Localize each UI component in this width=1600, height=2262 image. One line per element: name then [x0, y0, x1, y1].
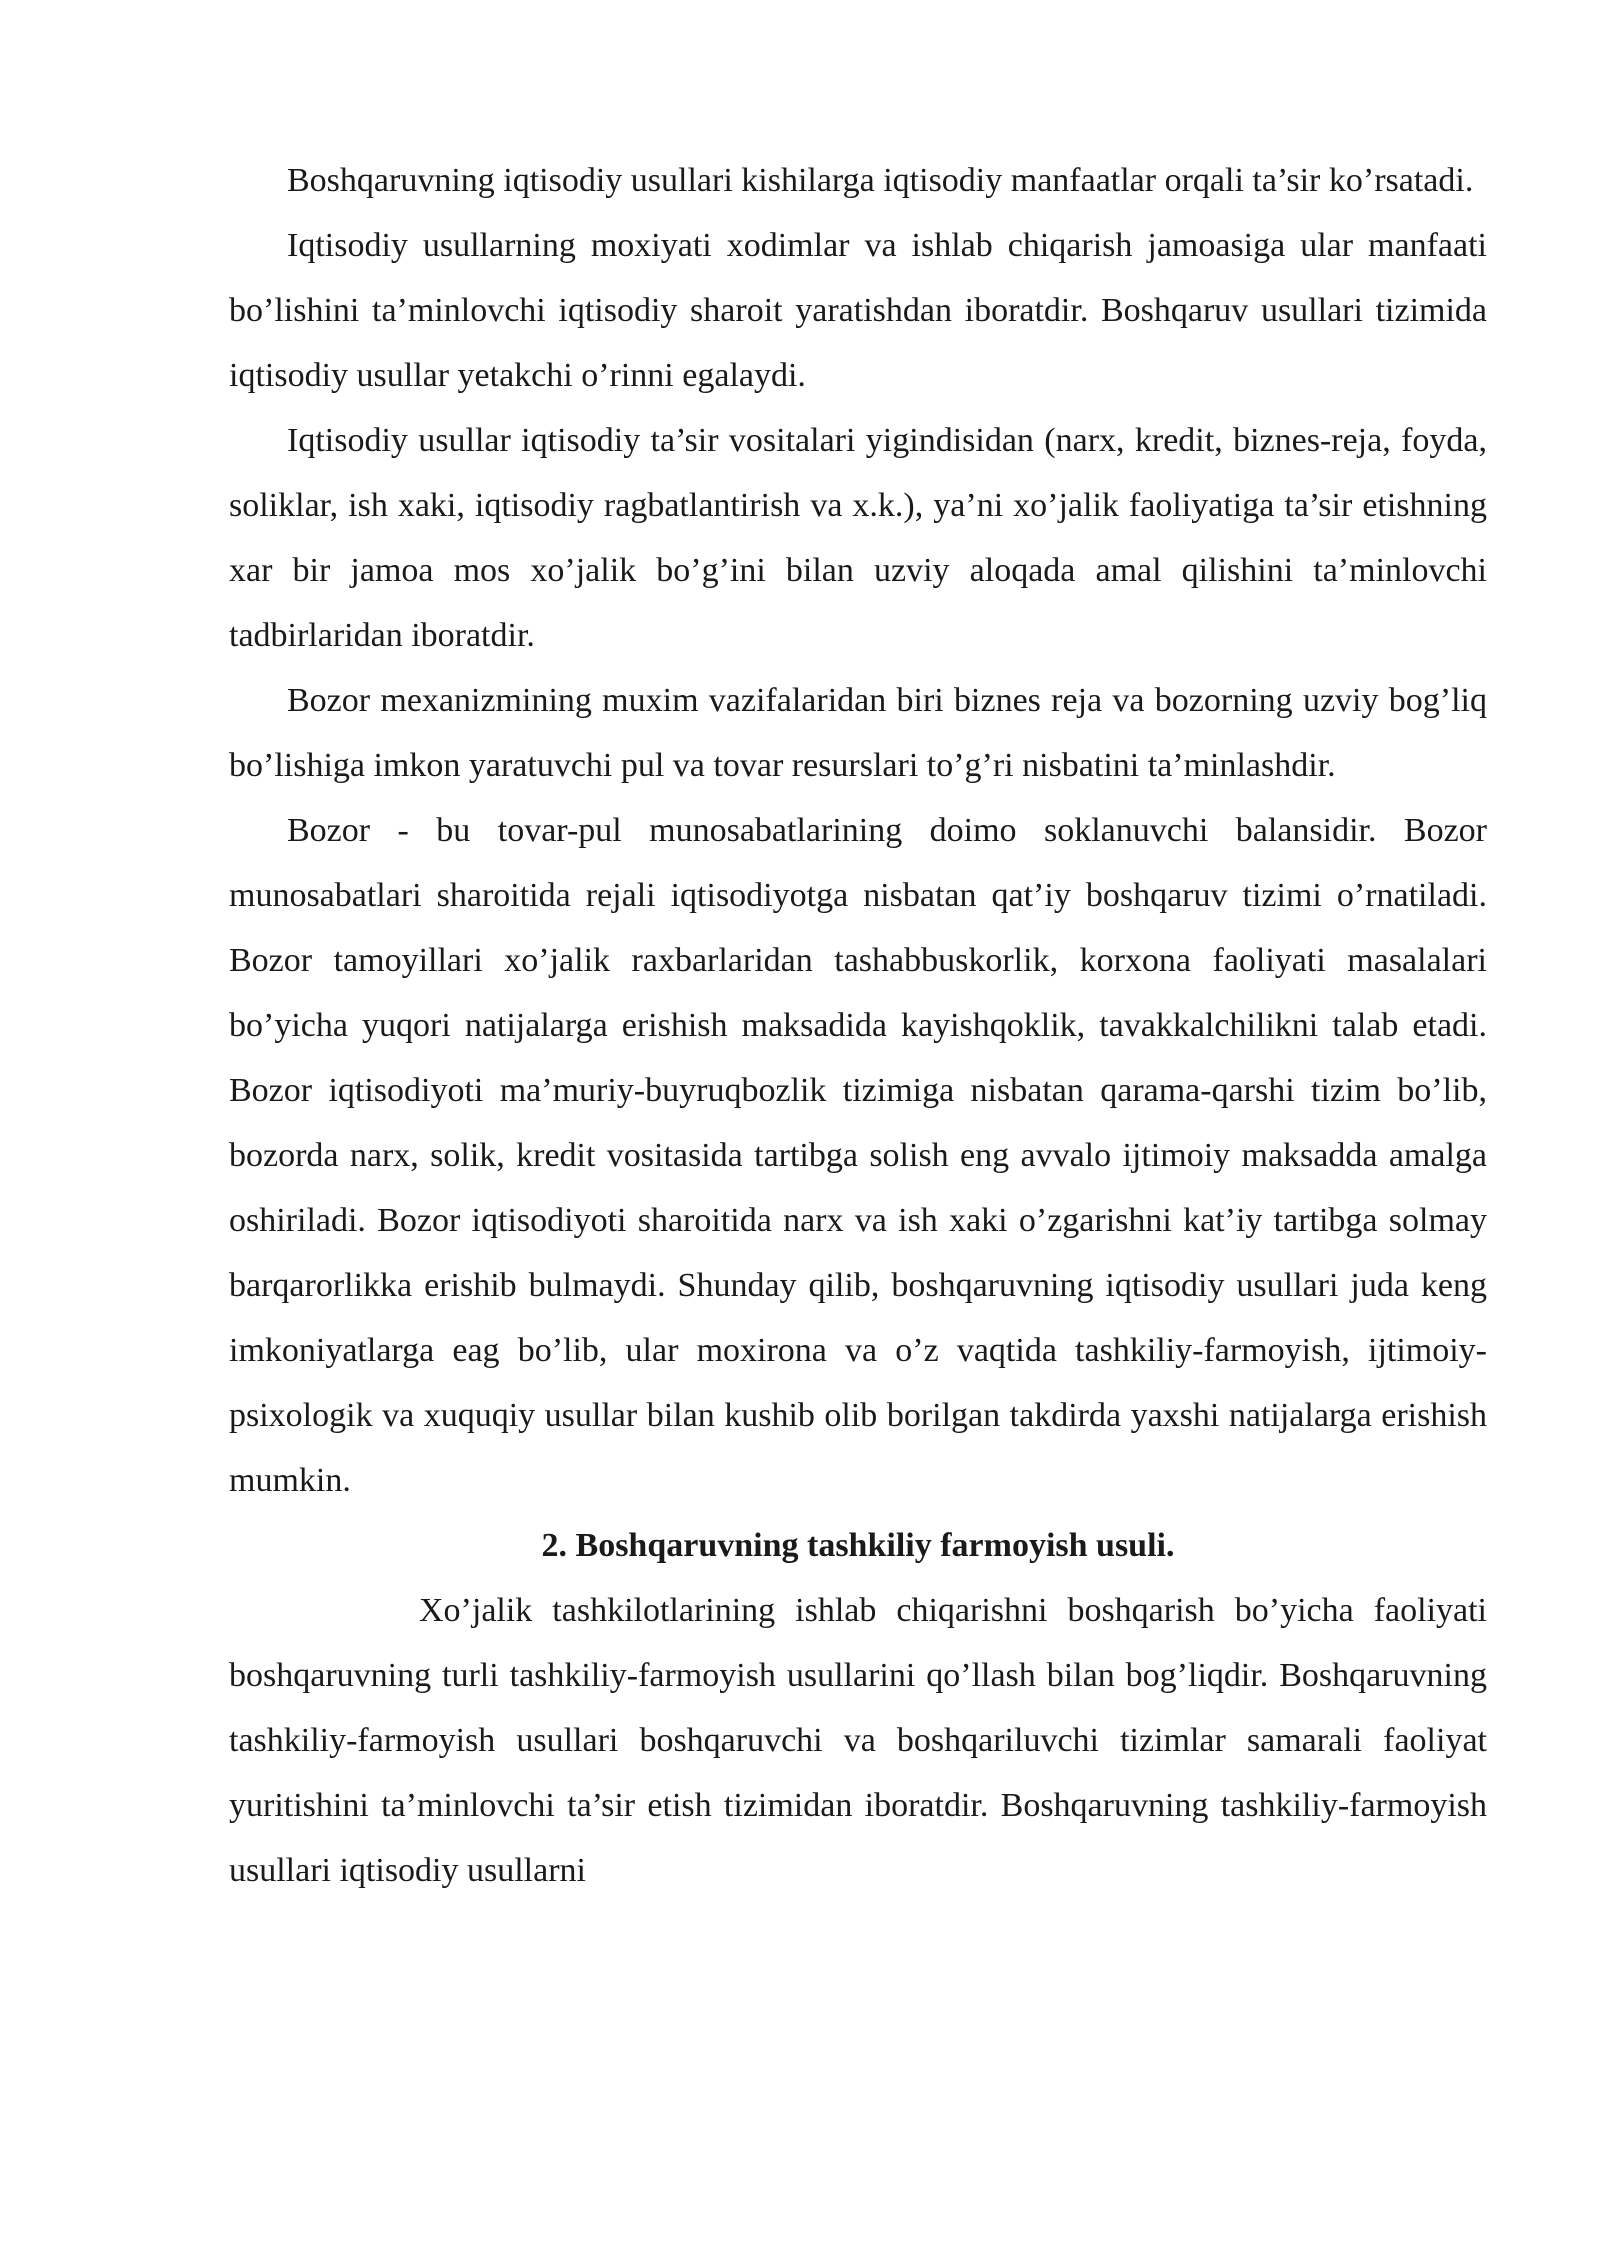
paragraph-economic-methods-essence: Iqtisodiy usullarning moxiyati xodimlar va ishlab chiqarish jamoasiga ular manfaati bo’lishini ta’minlovchi iqtisodiy sharoit yaratishdan iboratdir. Boshqaruv usullari tizimida iqtisodiy usullar yetakchi o’rinni egalaydi.	[229, 227, 1487, 394]
section-heading: 2. Boshqaruvning tashkiliy farmoyish usuli.	[541, 1527, 1175, 1564]
paragraph-market-balance: Bozor - bu tovar-pul munosabatlarining doimo soklanuvchi balansidir. Bozor munosabatlari sharoitida rejali iqtisodiyotga nisbatan qat’iy boshqaruv tizimi o’rnatiladi. Bozor tamoyillari xo’jalik raxbarlaridan tashabbuskorlik, korxona faoliyati masalalari bo’yicha yuqori natijalarga erishish maksadida kayishqoklik, tavakkalchilikni talab etadi. Bozor iqtisodiyoti ma’muriy-buyruqbozlik tizimiga nisbatan qarama-qarshi tizim bo’lib, bozorda narx, solik, kredit vositasida tartibga solish eng avvalo ijtimoiy maksadda amalga oshiriladi. Bozor iqtisodiyoti sharoitida narx va ish xaki o’zgarishni kat’iy tartibga solmay barqarorlikka erishib bulmaydi. Shunday qilib, boshqaruvning iqtisodiy usullari juda keng imkoniyatlarga eag bo’lib, ular moxirona va o’z vaqtida tashkiliy-farmoyish, ijtimoiy-psixologik va xuquqiy usullar bilan kushib olib borilgan takdirda yaxshi natijalarga erishish mumkin.	[229, 812, 1487, 1499]
paragraph-economic-tools: Iqtisodiy usullar iqtisodiy ta’sir vositalari yigindisidan (narx, kredit, biznes-reja, foyda, soliklar, ish xaki, iqtisodiy ragbatlantirish va x.k.), ya’ni xo’jalik faoliyatiga ta’sir etishning xar bir jamoa mos xo’jalik bo’g’ini bilan uzviy aloqada amal qilishini ta’minlovchi tadbirlaridan iboratdir.	[229, 422, 1487, 654]
paragraph-economic-methods-intro: Boshqaruvning iqtisodiy usullari kishilarga iqtisodiy manfaatlar orqali ta’sir ko’rsatadi.	[287, 162, 1474, 199]
paragraph-market-mechanism: Bozor mexanizmining muxim vazifalaridan biri biznes reja va bozorning uzviy bog’liq bo’lishiga imkon yaratuvchi pul va tovar resurslari to’g’ri nisbatini ta’minlashdir.	[229, 682, 1487, 784]
paragraph-organizational-methods: Xo’jalik tashkilotlarining ishlab chiqarishni boshqarish bo’yicha faoliyati boshqaruvning turli tashkiliy-farmoyish usullarini qo’llash bilan bog’liqdir. Boshqaruvning tashkiliy-farmoyish usullari boshqaruvchi va boshqariluvchi tizimlar samarali faoliyat yuritishini ta’minlovchi ta’sir etish tizimidan iboratdir. Boshqaruvning tashkiliy-farmoyish usullari iqtisodiy usullarni	[229, 1592, 1487, 1889]
document-body	[229, 148, 1487, 1903]
